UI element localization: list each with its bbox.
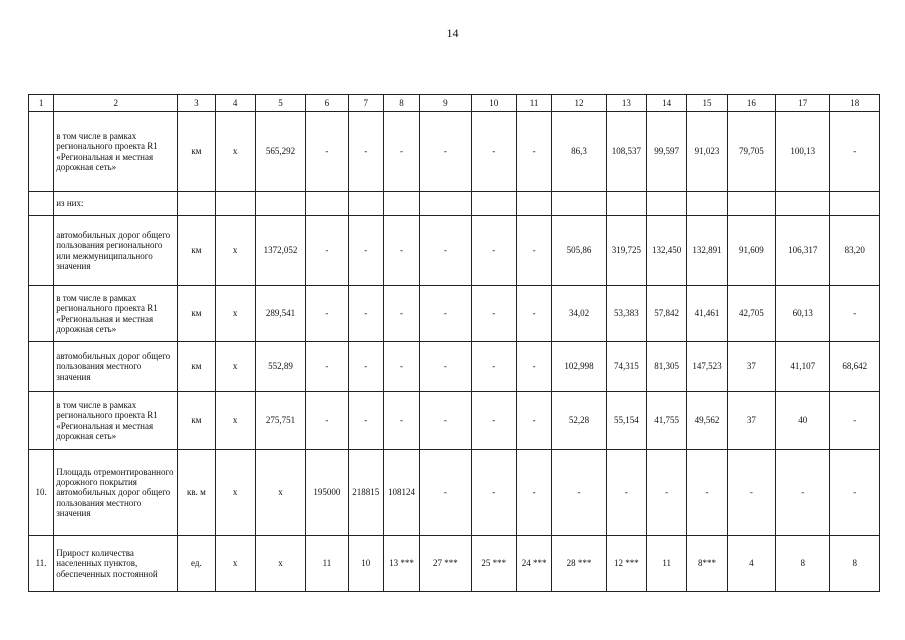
value-cell — [776, 192, 830, 216]
value-cell: - — [727, 450, 775, 536]
value-cell: - — [306, 112, 348, 192]
value-cell: 565,292 — [255, 112, 305, 192]
value-cell: - — [348, 216, 383, 286]
value-cell: 41,461 — [687, 286, 727, 342]
value-cell: - — [383, 286, 419, 342]
value-cell: 99,597 — [647, 112, 687, 192]
value-cell: 34,02 — [552, 286, 606, 342]
value-cell — [727, 192, 775, 216]
value-cell: 81,305 — [647, 342, 687, 392]
value-cell: 552,89 — [255, 342, 305, 392]
header-cell: 16 — [727, 95, 775, 112]
value-cell: - — [516, 286, 551, 342]
value-cell: - — [348, 286, 383, 342]
value-cell — [647, 192, 687, 216]
value-cell: - — [830, 286, 880, 342]
value-cell — [606, 192, 646, 216]
value-cell: - — [420, 450, 471, 536]
header-cell: 1 — [29, 95, 54, 112]
value-cell — [830, 192, 880, 216]
value-cell: - — [420, 216, 471, 286]
value-cell: - — [552, 450, 606, 536]
value-cell: 11 — [647, 536, 687, 592]
value-cell: 52,28 — [552, 392, 606, 450]
value-cell: х — [255, 450, 305, 536]
table-row — [29, 112, 880, 192]
value-cell: - — [471, 342, 516, 392]
value-cell: - — [471, 450, 516, 536]
value-cell: - — [516, 450, 551, 536]
value-cell: 289,541 — [255, 286, 305, 342]
row-number-cell — [29, 286, 54, 342]
description-cell: из них: — [54, 192, 178, 216]
value-cell: 68,642 — [830, 342, 880, 392]
value-cell — [215, 192, 255, 216]
value-cell: 91,609 — [727, 216, 775, 286]
row-number-cell — [29, 342, 54, 392]
value-cell: 132,891 — [687, 216, 727, 286]
description-cell: автомобильных дорог общего пользования регионального или межмуниципального значения — [54, 216, 178, 286]
value-cell: - — [306, 286, 348, 342]
value-cell: - — [830, 450, 880, 536]
value-cell: х — [215, 342, 255, 392]
value-cell: - — [420, 112, 471, 192]
row-number-cell — [29, 192, 54, 216]
unit-cell: км — [178, 216, 215, 286]
value-cell: 8 — [776, 536, 830, 592]
value-cell — [471, 192, 516, 216]
value-cell: 37 — [727, 392, 775, 450]
value-cell: х — [215, 450, 255, 536]
value-cell: - — [471, 216, 516, 286]
header-cell: 4 — [215, 95, 255, 112]
value-cell: 102,998 — [552, 342, 606, 392]
value-cell: 37 — [727, 342, 775, 392]
value-cell: 218815 — [348, 450, 383, 536]
value-cell: - — [471, 112, 516, 192]
unit-cell: кв. м — [178, 450, 215, 536]
value-cell: 106,317 — [776, 216, 830, 286]
description-cell: в том числе в рамках регионального проекта R1 «Региональная и местная дорожная сеть» — [54, 112, 178, 192]
value-cell — [687, 192, 727, 216]
value-cell: 57,842 — [647, 286, 687, 342]
value-cell: - — [348, 392, 383, 450]
header-cell: 15 — [687, 95, 727, 112]
header-cell: 2 — [54, 95, 178, 112]
value-cell: х — [215, 286, 255, 342]
value-cell: 24 *** — [516, 536, 551, 592]
row-number-cell: 10. — [29, 450, 54, 536]
value-cell: - — [647, 450, 687, 536]
description-cell: в том числе в рамках регионального проекта R1 «Региональная и местная дорожная сеть» — [54, 392, 178, 450]
value-cell: х — [215, 536, 255, 592]
table-row — [29, 192, 880, 216]
value-cell: 40 — [776, 392, 830, 450]
header-cell: 11 — [516, 95, 551, 112]
value-cell: 49,562 — [687, 392, 727, 450]
value-cell — [255, 192, 305, 216]
unit-cell: ед. — [178, 536, 215, 592]
header-cell: 8 — [383, 95, 419, 112]
value-cell: - — [306, 392, 348, 450]
value-cell: - — [516, 392, 551, 450]
value-cell: - — [606, 450, 646, 536]
value-cell: 195000 — [306, 450, 348, 536]
table-row — [29, 216, 880, 286]
value-cell: 10 — [348, 536, 383, 592]
table-row — [29, 392, 880, 450]
value-cell: - — [516, 112, 551, 192]
value-cell: - — [687, 450, 727, 536]
value-cell: 42,705 — [727, 286, 775, 342]
value-cell: х — [215, 112, 255, 192]
value-cell: - — [383, 392, 419, 450]
header-cell: 14 — [647, 95, 687, 112]
description-cell: автомобильных дорог общего пользования местного значения — [54, 342, 178, 392]
value-cell: 4 — [727, 536, 775, 592]
header-cell: 6 — [306, 95, 348, 112]
row-number-cell — [29, 392, 54, 450]
value-cell — [420, 192, 471, 216]
value-cell: 12 *** — [606, 536, 646, 592]
value-cell: 8 — [830, 536, 880, 592]
page-number: 14 — [446, 26, 459, 40]
value-cell: х — [255, 536, 305, 592]
value-cell: х — [215, 392, 255, 450]
value-cell: - — [471, 286, 516, 342]
value-cell: - — [776, 450, 830, 536]
value-cell: 74,315 — [606, 342, 646, 392]
unit-cell: км — [178, 286, 215, 342]
value-cell — [383, 192, 419, 216]
value-cell: 53,383 — [606, 286, 646, 342]
header-cell: 3 — [178, 95, 215, 112]
header-row — [29, 95, 880, 112]
value-cell: 1372,052 — [255, 216, 305, 286]
header-cell: 9 — [420, 95, 471, 112]
value-cell: - — [420, 286, 471, 342]
table-row — [29, 536, 880, 592]
value-cell: 108,537 — [606, 112, 646, 192]
value-cell: 100,13 — [776, 112, 830, 192]
unit-cell — [178, 192, 215, 216]
header-cell: 12 — [552, 95, 606, 112]
header-cell: 5 — [255, 95, 305, 112]
row-number-cell — [29, 216, 54, 286]
value-cell: 8*** — [687, 536, 727, 592]
description-cell: в том числе в рамках регионального проекта R1 «Региональная и местная дорожная сеть» — [54, 286, 178, 342]
value-cell: - — [516, 342, 551, 392]
row-number-cell — [29, 112, 54, 192]
row-number-cell: 11. — [29, 536, 54, 592]
unit-cell: км — [178, 342, 215, 392]
value-cell — [348, 192, 383, 216]
header-cell: 17 — [776, 95, 830, 112]
indicator-table — [28, 94, 880, 592]
value-cell: - — [471, 392, 516, 450]
description-cell: Площадь отремонтированного дорожного покрытия автомобильных дорог общего пользования местного значения — [54, 450, 178, 536]
table-row — [29, 342, 880, 392]
value-cell: 27 *** — [420, 536, 471, 592]
header-cell: 7 — [348, 95, 383, 112]
value-cell: - — [348, 112, 383, 192]
value-cell: 13 *** — [383, 536, 419, 592]
value-cell — [306, 192, 348, 216]
value-cell: 41,107 — [776, 342, 830, 392]
value-cell: - — [830, 392, 880, 450]
value-cell: - — [383, 342, 419, 392]
value-cell: 319,725 — [606, 216, 646, 286]
table-row — [29, 286, 880, 342]
value-cell: - — [383, 112, 419, 192]
value-cell: х — [215, 216, 255, 286]
value-cell: - — [830, 112, 880, 192]
value-cell: 86,3 — [552, 112, 606, 192]
value-cell: 25 *** — [471, 536, 516, 592]
value-cell: - — [306, 216, 348, 286]
value-cell: - — [420, 342, 471, 392]
unit-cell: км — [178, 112, 215, 192]
header-cell: 18 — [830, 95, 880, 112]
header-cell: 13 — [606, 95, 646, 112]
value-cell: 28 *** — [552, 536, 606, 592]
value-cell: 275,751 — [255, 392, 305, 450]
value-cell: - — [383, 216, 419, 286]
value-cell: 41,755 — [647, 392, 687, 450]
value-cell — [516, 192, 551, 216]
unit-cell: км — [178, 392, 215, 450]
value-cell: 108124 — [383, 450, 419, 536]
value-cell: - — [306, 342, 348, 392]
value-cell: 83,20 — [830, 216, 880, 286]
value-cell: - — [348, 342, 383, 392]
value-cell: 79,705 — [727, 112, 775, 192]
value-cell: 132,450 — [647, 216, 687, 286]
value-cell: - — [516, 216, 551, 286]
description-cell: Прирост количества населенных пунктов, обеспеченных постоянной — [54, 536, 178, 592]
value-cell — [552, 192, 606, 216]
value-cell: 91,023 — [687, 112, 727, 192]
value-cell: 505,86 — [552, 216, 606, 286]
value-cell: 60,13 — [776, 286, 830, 342]
value-cell: - — [420, 392, 471, 450]
header-cell: 10 — [471, 95, 516, 112]
value-cell: 11 — [306, 536, 348, 592]
value-cell: 55,154 — [606, 392, 646, 450]
value-cell: 147,523 — [687, 342, 727, 392]
table-row — [29, 450, 880, 536]
